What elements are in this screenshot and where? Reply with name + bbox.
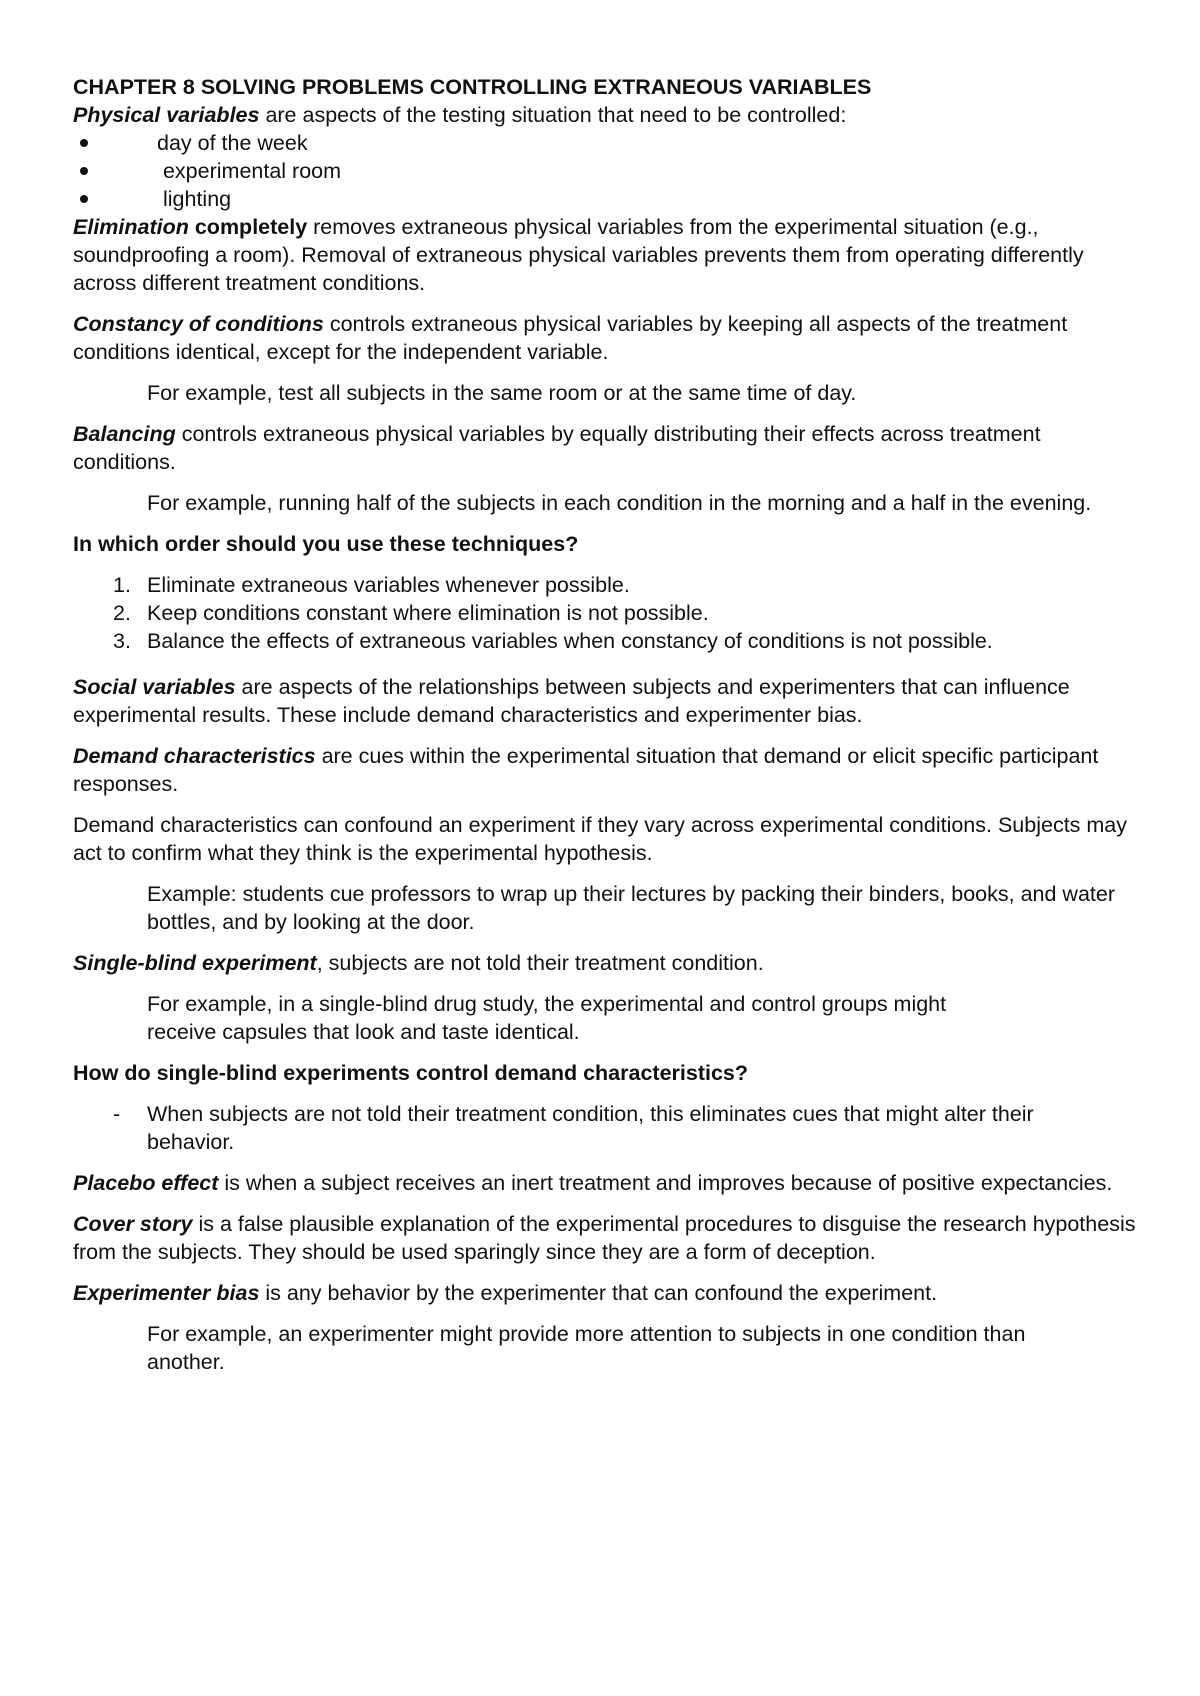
- term-single-blind-experiment: Single-blind experiment: [73, 951, 317, 975]
- single-blind-answer-list: [73, 1100, 1140, 1156]
- step-number: 3.: [113, 629, 131, 653]
- list-item: [73, 627, 1140, 655]
- experimenter-bias-example: For example, an experimenter might provide more attention to subjects in one condition than another.: [147, 1322, 1026, 1374]
- chapter-title: CHAPTER 8 SOLVING PROBLEMS CONTROLLING EXTRANEOUS VARIABLES: [73, 75, 872, 99]
- list-item: [73, 599, 1140, 627]
- bullet-icon: [80, 167, 88, 175]
- cover-story-text: is a false plausible explanation of the experimental procedures to disguise the research hypothesis from the subjects. They should be used sparingly since they are a form of deception.: [73, 1212, 1136, 1264]
- social-variables-text: are aspects of the relationships between subjects and experimenters that can influence experimental results. These include demand characteristics and experimenter bias.: [73, 675, 1070, 727]
- demand-characteristics-definition: [73, 742, 1140, 798]
- list-item: [73, 571, 1140, 599]
- bullet-icon: [80, 195, 88, 203]
- list-item: [73, 129, 1140, 157]
- physical-variables-text: are aspects of the testing situation that need to be controlled:: [259, 103, 847, 127]
- term-cover-story: Cover story: [73, 1212, 193, 1236]
- constancy-text: controls extraneous physical variables by keeping all aspects of the treatment conditions identical, except for the independent variable.: [73, 312, 1068, 364]
- elimination-text: removes extraneous physical variables from the experimental situation (e.g., soundproofing a room). Removal of extraneous physical variables prevents them from operating differently across different treatment conditions.: [73, 215, 1084, 295]
- term-experimenter-bias: Experimenter bias: [73, 1281, 260, 1305]
- placebo-effect-definition: [73, 1169, 1140, 1197]
- balancing-text: controls extraneous physical variables by equally distributing their effects across treatment conditions.: [73, 422, 1041, 474]
- demand-characteristics-text: are cues within the experimental situation that demand or elicit specific participant responses.: [73, 744, 1099, 796]
- social-variables-definition: [73, 673, 1140, 729]
- term-elimination: Elimination: [73, 215, 189, 239]
- single-blind-question: How do single-blind experiments control demand characteristics?: [73, 1061, 749, 1085]
- step-number: 2.: [113, 601, 131, 625]
- demand-characteristics-paragraph: Demand characteristics can confound an experiment if they vary across experimental conditions. Subjects may act to confirm what they think is the experimental hypothesis.: [73, 813, 1128, 865]
- list-item: [73, 185, 1140, 213]
- list-item-text: day of the week: [157, 131, 308, 155]
- experimenter-bias-definition: [73, 1279, 1140, 1307]
- cover-story-definition: [73, 1210, 1140, 1266]
- demand-characteristics-example: Example: students cue professors to wrap up their lectures by packing their binders, books, and water bottles, and by looking at the door.: [147, 882, 1116, 934]
- elimination-emphasis: completely: [188, 215, 308, 239]
- term-social-variables: Social variables: [73, 675, 236, 699]
- order-steps-list: [73, 571, 1140, 655]
- balancing-definition: [73, 420, 1140, 476]
- term-balancing: Balancing: [73, 422, 176, 446]
- physical-variables-list: [73, 129, 1140, 213]
- step-text: Keep conditions constant where elimination is not possible.: [147, 601, 709, 625]
- single-blind-text: , subjects are not told their treatment condition.: [316, 951, 764, 975]
- physical-variables-definition: [73, 101, 913, 129]
- term-physical-variables: Physical variables: [73, 103, 260, 127]
- step-number: 1.: [113, 573, 131, 597]
- constancy-definition: [73, 310, 1140, 366]
- balancing-example: For example, running half of the subjects in each condition in the morning and a half in the evening.: [147, 491, 1092, 515]
- elimination-definition: [73, 213, 1140, 297]
- single-blind-definition: [73, 949, 1140, 977]
- step-text: Balance the effects of extraneous variables when constancy of conditions is not possible.: [147, 629, 993, 653]
- bullet-icon: [80, 139, 88, 147]
- list-item-text: lighting: [157, 187, 232, 211]
- experimenter-bias-text: is any behavior by the experimenter that can confound the experiment.: [259, 1281, 938, 1305]
- constancy-example: For example, test all subjects in the same room or at the same time of day.: [147, 381, 857, 405]
- single-blind-example: For example, in a single-blind drug study, the experimental and control groups might receive capsules that look and taste identical.: [147, 992, 947, 1044]
- single-blind-answer: When subjects are not told their treatment condition, this eliminates cues that might alter their behavior.: [147, 1102, 1034, 1154]
- list-item-text: experimental room: [157, 159, 342, 183]
- term-demand-characteristics: Demand characteristics: [73, 744, 316, 768]
- dash-marker: -: [113, 1102, 121, 1126]
- list-item: [73, 1100, 1037, 1156]
- order-question: In which order should you use these techniques?: [73, 532, 579, 556]
- term-constancy-of-conditions: Constancy of conditions: [73, 312, 324, 336]
- term-placebo-effect: Placebo effect: [73, 1171, 219, 1195]
- list-item: [73, 157, 1140, 185]
- step-text: Eliminate extraneous variables whenever possible.: [147, 573, 630, 597]
- placebo-effect-text: is when a subject receives an inert treatment and improves because of positive expectancies.: [218, 1171, 1113, 1195]
